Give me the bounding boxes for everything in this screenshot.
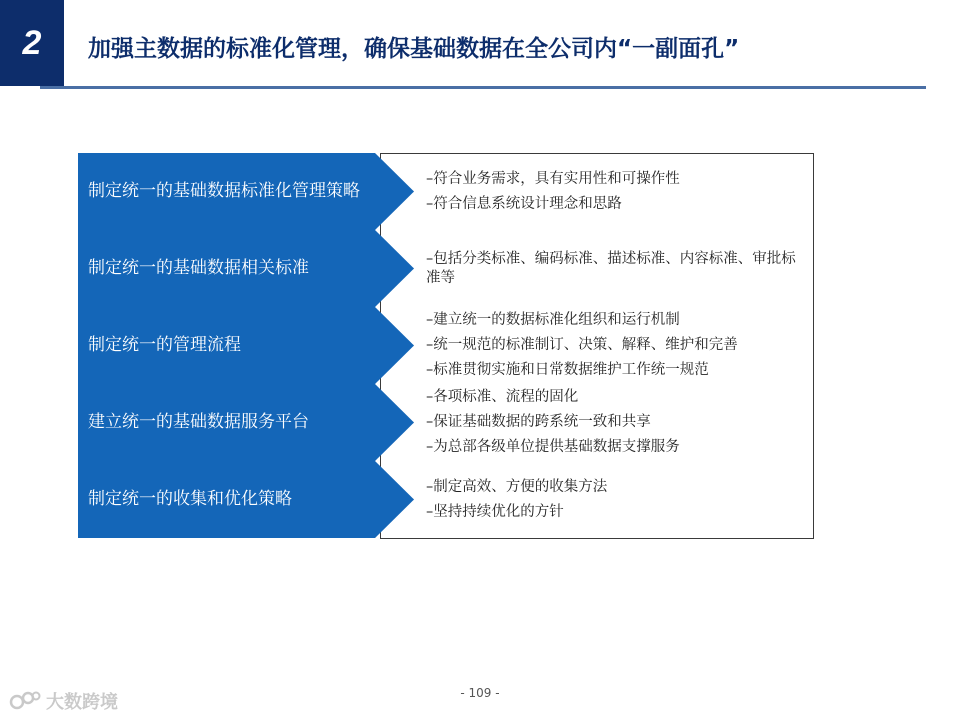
detail-item: –各项标准、流程的固化 xyxy=(426,389,579,405)
page-title: 加强主数据的标准化管理，确保基础数据在全公司内“一副面孔” xyxy=(88,36,740,62)
content-row xyxy=(78,461,814,538)
logo-icon xyxy=(8,690,42,712)
page-number: - 109 - xyxy=(460,686,500,700)
detail-item: –统一规范的标准制订、决策、解释、维护和完善 xyxy=(426,337,738,353)
detail-item: –坚持持续优化的方针 xyxy=(426,503,564,520)
detail-item: –包括分类标准、编码标准、描述标准、内容标准、审批标准等 xyxy=(426,250,796,286)
row-label: 制定统一的基础数据相关标准 xyxy=(88,258,309,278)
detail-item: –建立统一的数据标准化组织和运行机制 xyxy=(426,312,680,328)
watermark-text: 大数跨境 xyxy=(46,692,118,713)
watermark xyxy=(8,688,118,714)
content-row xyxy=(78,307,814,384)
row-label: 制定统一的基础数据标准化管理策略 xyxy=(88,181,360,201)
detail-list xyxy=(426,384,806,461)
content-row xyxy=(78,153,814,230)
row-label: 建立统一的基础数据服务平台 xyxy=(88,412,309,432)
detail-item: –标准贯彻实施和日常数据维护工作统一规范 xyxy=(426,362,709,378)
section-number: 2 xyxy=(22,23,42,62)
content-rows xyxy=(78,153,814,538)
detail-item: –保证基础数据的跨系统一致和共享 xyxy=(426,414,651,430)
detail-item: –符合信息系统设计理念和思路 xyxy=(426,195,622,212)
detail-item: –符合业务需求，具有实用性和可操作性 xyxy=(426,170,680,187)
detail-list xyxy=(426,307,806,384)
detail-item: –为总部各级单位提供基础数据支撑服务 xyxy=(426,439,680,455)
title-divider xyxy=(40,86,926,89)
section-number-box xyxy=(0,0,64,86)
content-row xyxy=(78,230,814,307)
content-row xyxy=(78,384,814,461)
detail-list xyxy=(426,230,806,307)
row-label: 制定统一的收集和优化策略 xyxy=(88,489,292,509)
detail-list xyxy=(426,153,806,230)
detail-list xyxy=(426,461,806,538)
detail-item: –制定高效、方便的收集方法 xyxy=(426,478,608,495)
row-label: 制定统一的管理流程 xyxy=(88,335,241,355)
